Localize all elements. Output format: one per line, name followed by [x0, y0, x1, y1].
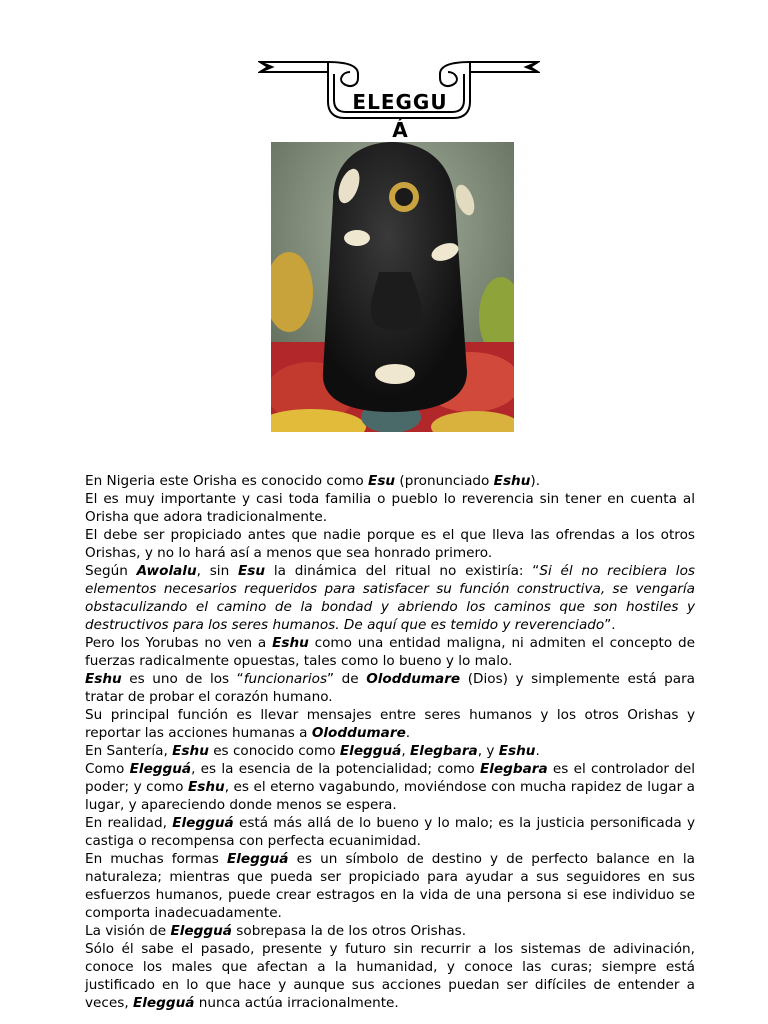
text-run: En muchas formas: [85, 851, 227, 867]
emphasized-text: Oloddumare: [311, 725, 406, 741]
text-run: .: [405, 725, 411, 741]
emphasized-text: Elegguá: [339, 743, 402, 759]
page-title-continuation: Á: [392, 118, 408, 142]
emphasized-text: Eshu: [493, 473, 531, 489]
paragraph: [85, 922, 695, 940]
text-run: es uno de los “: [121, 671, 244, 687]
paragraph: [85, 850, 695, 922]
text-run: En Nigeria este Orisha es conocido como: [85, 473, 369, 489]
text-run: Como: [85, 761, 130, 777]
emphasized-text: Eshu: [272, 635, 309, 651]
emphasized-text: Esu: [368, 473, 396, 489]
paragraph: [85, 526, 695, 562]
emphasized-text: Oloddumare: [366, 671, 461, 687]
emphasized-text: Elegbara: [479, 761, 548, 777]
text-run: ” de: [327, 671, 367, 687]
text-run: la dinámica del ritual no existiría: “: [265, 563, 540, 579]
emphasized-text: Elegguá: [132, 995, 195, 1011]
paragraph: [85, 562, 695, 634]
text-run: es conocido como: [208, 743, 340, 759]
text-run: , es el eterno vagabundo, moviéndose con mucha rapidez de lugar a lugar, y apareciendo donde menos se espera.: [85, 779, 695, 813]
text-run: es un símbolo de destino y de perfecto balance en la naturaleza; mientras que pueda ser propiciado para ayudar a sus seguidores en sus esfuerzos humanos, puede crear estragos en la vida de una persona si ese individuo se comporta inadecuadamente.: [85, 851, 695, 921]
text-run: nunca actúa irracionalmente.: [194, 995, 399, 1011]
emphasized-text: Eshu: [187, 779, 225, 795]
paragraph: [85, 760, 695, 814]
text-run: .: [535, 743, 540, 759]
text-run: ”.: [604, 617, 616, 633]
text-run: (Dios) y simplemente está para tratar de probar el corazón humano.: [85, 671, 696, 705]
emphasized-text: Eshu: [85, 671, 122, 687]
text-run: ,: [401, 743, 411, 759]
text-run: En Santería,: [85, 743, 173, 759]
article-body: [85, 472, 695, 1012]
paragraph: [85, 634, 695, 670]
page-title: ELEGGU: [352, 90, 448, 114]
emphasized-text: Elegguá: [129, 761, 192, 777]
text-run: La visión de: [85, 923, 171, 939]
text-run: sobrepasa la de los otros Orishas.: [231, 923, 467, 939]
paragraph: [85, 814, 695, 850]
emphasized-text: Elegguá: [172, 815, 234, 831]
emphasized-text: Eshu: [172, 743, 209, 759]
text-run: , y: [477, 743, 499, 759]
text-run: , sin: [196, 563, 238, 579]
text-run: (pronunciado: [395, 473, 494, 489]
paragraph: [85, 670, 695, 706]
text-run: El es muy importante y casi toda familia o pueblo lo reverencia sin tener en cuenta al Orisha que adora tradicionalmente.: [85, 491, 695, 525]
text-run: está más allá de lo bueno y lo malo; es la justicia personificada y castiga o recompensa con perfecta ecuanimidad.: [85, 815, 695, 849]
text-run: Según: [85, 563, 137, 579]
text-run: es el controlador del poder; y como: [85, 761, 696, 795]
text-run: Pero los Yorubas no ven a: [85, 635, 273, 651]
emphasized-text: Si él no recibiera los elementos necesarios requeridos para satisfacer su función constructiva, se vengaría obstaculizando el camino de la bondad y abriendo los caminos que son hostiles y destructivos para los seres humanos. De aquí que es temido y reverenciado: [85, 563, 695, 633]
emphasized-text: Elegguá: [170, 923, 232, 939]
text-run: como una entidad maligna, ni admiten el concepto de fuerzas radicalmente opuestas, tales como lo bueno y lo malo.: [85, 635, 696, 669]
text-run: ).: [530, 473, 541, 489]
emphasized-text: Awolalu: [136, 563, 197, 579]
text-run: , es la esencia de la potencialidad; como: [191, 761, 480, 777]
paragraph: [85, 472, 695, 490]
paragraph: [85, 706, 695, 742]
paragraph: [85, 742, 695, 760]
text-run: En realidad,: [85, 815, 173, 831]
emphasized-text: Eshu: [498, 743, 536, 759]
emphasized-text: Elegbara: [410, 743, 478, 759]
emphasized-text: Elegguá: [226, 851, 289, 867]
text-run: Sólo él sabe el pasado, presente y futuro sin recurrir a los sistemas de adivinación, conoce los males que afectan a la humanidad, y conoce las curas; siempre está justificado en lo que hace y aunque sus acciones puedan ser difíciles de entender a veces,: [85, 941, 695, 1011]
text-run: El debe ser propiciado antes que nadie porque es el que lleva las ofrendas a los otros Orishas, y no lo hará así a menos que sea honrado primero.: [85, 527, 695, 561]
elegua-figure-photo: [271, 142, 514, 432]
paragraph: [85, 490, 695, 526]
paragraph: [85, 940, 695, 1012]
emphasized-text: funcionarios: [243, 671, 328, 687]
emphasized-text: Esu: [237, 563, 266, 579]
text-run: Su principal función es llevar mensajes entre seres humanos y los otros Orishas y reportar las acciones humanas a: [85, 707, 695, 741]
